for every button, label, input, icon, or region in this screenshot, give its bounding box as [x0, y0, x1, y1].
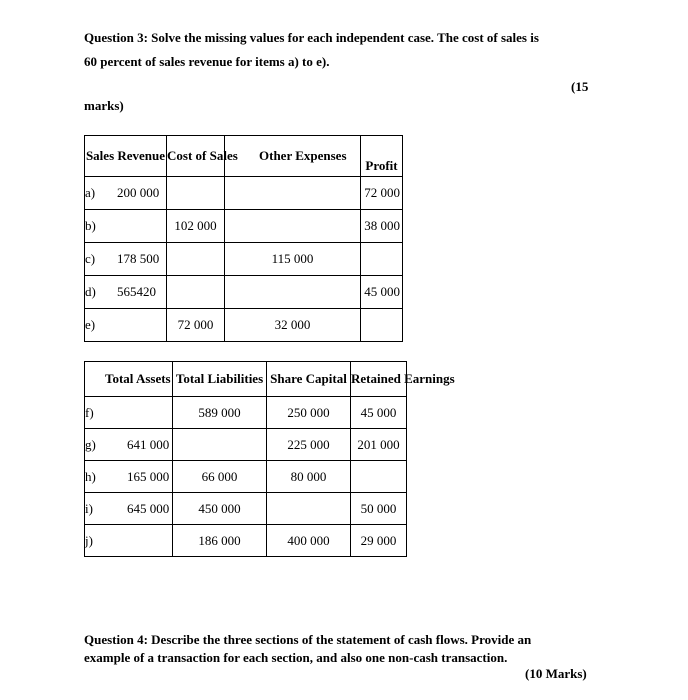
retained-cell: 50 000 — [351, 493, 407, 525]
other-cell — [225, 210, 361, 243]
sales-cell — [85, 210, 167, 243]
table-row — [85, 525, 407, 557]
header-total-liabilities: Total Liabilities — [173, 362, 267, 397]
capital-cell: 400 000 — [267, 525, 351, 557]
question-3-line-2: 60 percent of sales revenue for items a) to e). — [84, 54, 330, 69]
liabilities-cell: 66 000 — [173, 461, 267, 493]
assets-value: 645 000 — [127, 500, 170, 516]
assets-value: 165 000 — [127, 468, 170, 484]
table-row — [85, 276, 403, 309]
row-label: h) — [85, 468, 96, 484]
cost-cell: 102 000 — [167, 210, 225, 243]
cost-cell — [167, 243, 225, 276]
question-3-marks-open: (15 — [571, 79, 589, 94]
table-row — [85, 309, 403, 342]
other-cell: 115 000 — [225, 243, 361, 276]
liabilities-cell: 589 000 — [173, 397, 267, 429]
row-label: b) — [85, 218, 96, 233]
capital-cell — [267, 493, 351, 525]
profit-cell: 38 000 — [361, 210, 403, 243]
question-4-line-2: example of a transaction for each section, and also one non-cash transaction. — [84, 650, 508, 665]
table-income-cases — [84, 135, 403, 342]
liabilities-cell: 450 000 — [173, 493, 267, 525]
cost-cell — [167, 276, 225, 309]
row-label: e) — [85, 317, 96, 332]
capital-cell: 80 000 — [267, 461, 351, 493]
table-row — [85, 177, 403, 210]
row-label: a) — [85, 185, 96, 200]
assets-value: 641 000 — [127, 436, 170, 452]
profit-cell: 45 000 — [361, 276, 403, 309]
sales-cell — [85, 243, 167, 276]
row-label: f) — [85, 404, 94, 420]
table-row — [85, 461, 407, 493]
retained-cell — [351, 461, 407, 493]
liabilities-cell: 186 000 — [173, 525, 267, 557]
header-cost-of-sales: Cost of Sales — [167, 136, 225, 177]
assets-cell — [85, 461, 173, 493]
row-label: c) — [85, 251, 96, 266]
sales-value: 565420 — [117, 284, 156, 299]
profit-cell: 72 000 — [361, 177, 403, 210]
cost-cell — [167, 177, 225, 210]
header-other-expenses: Other Expenses — [225, 136, 361, 177]
liabilities-cell — [173, 429, 267, 461]
profit-cell — [361, 243, 403, 276]
assets-cell — [85, 525, 173, 557]
table-header-row — [85, 136, 403, 177]
other-cell — [225, 177, 361, 210]
header-profit: Profit — [361, 136, 403, 177]
table-row — [85, 243, 403, 276]
retained-cell: 45 000 — [351, 397, 407, 429]
assets-cell — [85, 429, 173, 461]
header-share-capital: Share Capital — [267, 362, 351, 397]
assets-cell — [85, 397, 173, 429]
header-sales-revenue: Sales Revenue — [85, 136, 167, 177]
table-row — [85, 429, 407, 461]
table-balance-cases — [84, 361, 455, 557]
question-4-marks: (10 Marks) — [525, 666, 587, 681]
header-total-assets: Total Assets — [85, 362, 173, 397]
capital-cell: 250 000 — [267, 397, 351, 429]
profit-cell — [361, 309, 403, 342]
retained-cell: 29 000 — [351, 525, 407, 557]
cost-cell: 72 000 — [167, 309, 225, 342]
table-row — [85, 397, 407, 429]
row-label: g) — [85, 436, 96, 452]
assets-cell — [85, 493, 173, 525]
other-cell — [225, 276, 361, 309]
capital-cell: 225 000 — [267, 429, 351, 461]
table-row — [85, 493, 407, 525]
other-cell: 32 000 — [225, 309, 361, 342]
sales-cell — [85, 276, 167, 309]
table-header-row — [85, 362, 407, 397]
table-row — [85, 210, 403, 243]
question-4-line-1: Question 4: Describe the three sections of the statement of cash flows. Provide an — [84, 632, 532, 647]
row-label: i) — [85, 500, 93, 516]
question-3-line-1: Question 3: Solve the missing values for each independent case. The cost of sales is — [84, 30, 539, 45]
sales-value: 200 000 — [117, 185, 160, 200]
sales-cell — [85, 177, 167, 210]
row-label: d) — [85, 284, 96, 299]
retained-cell: 201 000 — [351, 429, 407, 461]
header-retained-earnings: Retained Earnings — [351, 362, 407, 397]
row-label: j) — [85, 532, 93, 548]
sales-value: 178 500 — [117, 251, 160, 266]
question-3-marks-close: marks) — [84, 98, 124, 113]
sales-cell — [85, 309, 167, 342]
